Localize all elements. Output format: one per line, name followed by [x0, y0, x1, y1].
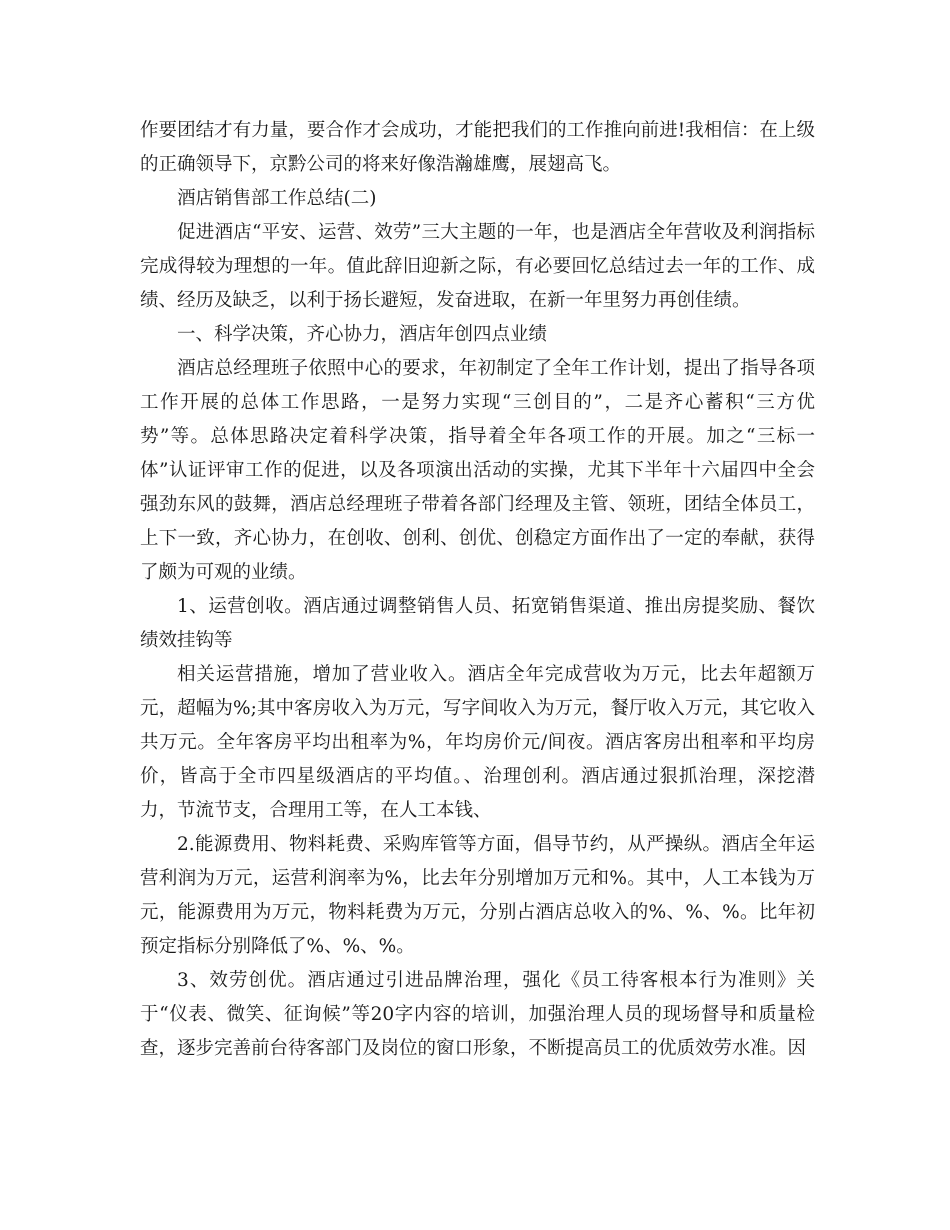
section-heading: 一、科学决策，齐心协力，酒店年创四点业绩: [177, 324, 548, 345]
list-item-cost: 2.能源费用、物料耗费、采购库管等方面，倡导节约，从严操纵。酒店全年运营利润为万元，运营利润率为%，比去年分别增加万元和%。其中，人工本钱为万元，能源费用为万元，物料耗费为万元，分别占酒店总收入的%、%、%。比年初预定指标分别降低了%、%、%。: [140, 834, 815, 957]
paragraph-overview: 酒店总经理班子依照中心的要求，年初制定了全年工作计划，提出了指导各项工作开展的总体工作思路，一是努力实现“三创目的”，二是齐心蓄积“三方优势”等。总体思路决定着科学决策，指导着全年各项工作的开展。加之“三标一体”认证评审工作的促进，以及各项演出活动的实操，尤其下半年十六届四中全会强劲东风的鼓舞，酒店总经理班子带着各部门经理及主管、领班，团结全体员工，上下一致，齐心协力，在创收、创利、创优、创稳定方面作出了一定的奉献，获得了颇为可观的业绩。: [140, 358, 815, 583]
list-item-service: 3、效劳创优。酒店通过引进品牌治理，强化《员工待客根本行为准则》关于“仪表、微笑、征询候”等20字内容的培训，加强治理人员的现场督导和质量检查，逐步完善前台待客部门及岗位的窗口形象，不断提高员工的优质效劳水准。因: [140, 970, 815, 1059]
paragraph-continuation: 作要团结才有力量，要合作才会成功，才能把我们的工作推向前进!我相信：在上级的正确领导下，京黔公司的将来好像浩瀚雄鹰，展翅高飞。: [140, 120, 815, 175]
paragraph-intro: 促进酒店“平安、运营、效劳”三大主题的一年，也是酒店全年营收及利润指标完成得较为理想的一年。值此辞旧迎新之际，有必要回忆总结过去一年的工作、成绩、经历及缺乏，以利于扬长避短，发奋进取，在新一年里努力再创佳绩。: [140, 222, 815, 311]
section-title: 酒店销售部工作总结(二): [177, 188, 377, 209]
paragraph-revenue-detail: 相关运营措施，增加了营业收入。酒店全年完成营收为万元，比去年超额万元，超幅为%;其中客房收入为万元，写字间收入为万元，餐厅收入万元，其它收入共万元。全年客房平均出租率为%，年均房价元/间夜。酒店客房出租率和平均房价，皆高于全市四星级酒店的平均值。、治理创利。酒店通过狠抓治理，深挖潜力，节流节支，合理用工等，在人工本钱、: [140, 664, 815, 821]
document-body: [140, 114, 815, 1066]
list-item-revenue: 1、运营创收。酒店通过调整销售人员、拓宽销售渠道、推出房提奖励、餐饮绩效挂钩等: [140, 596, 815, 651]
